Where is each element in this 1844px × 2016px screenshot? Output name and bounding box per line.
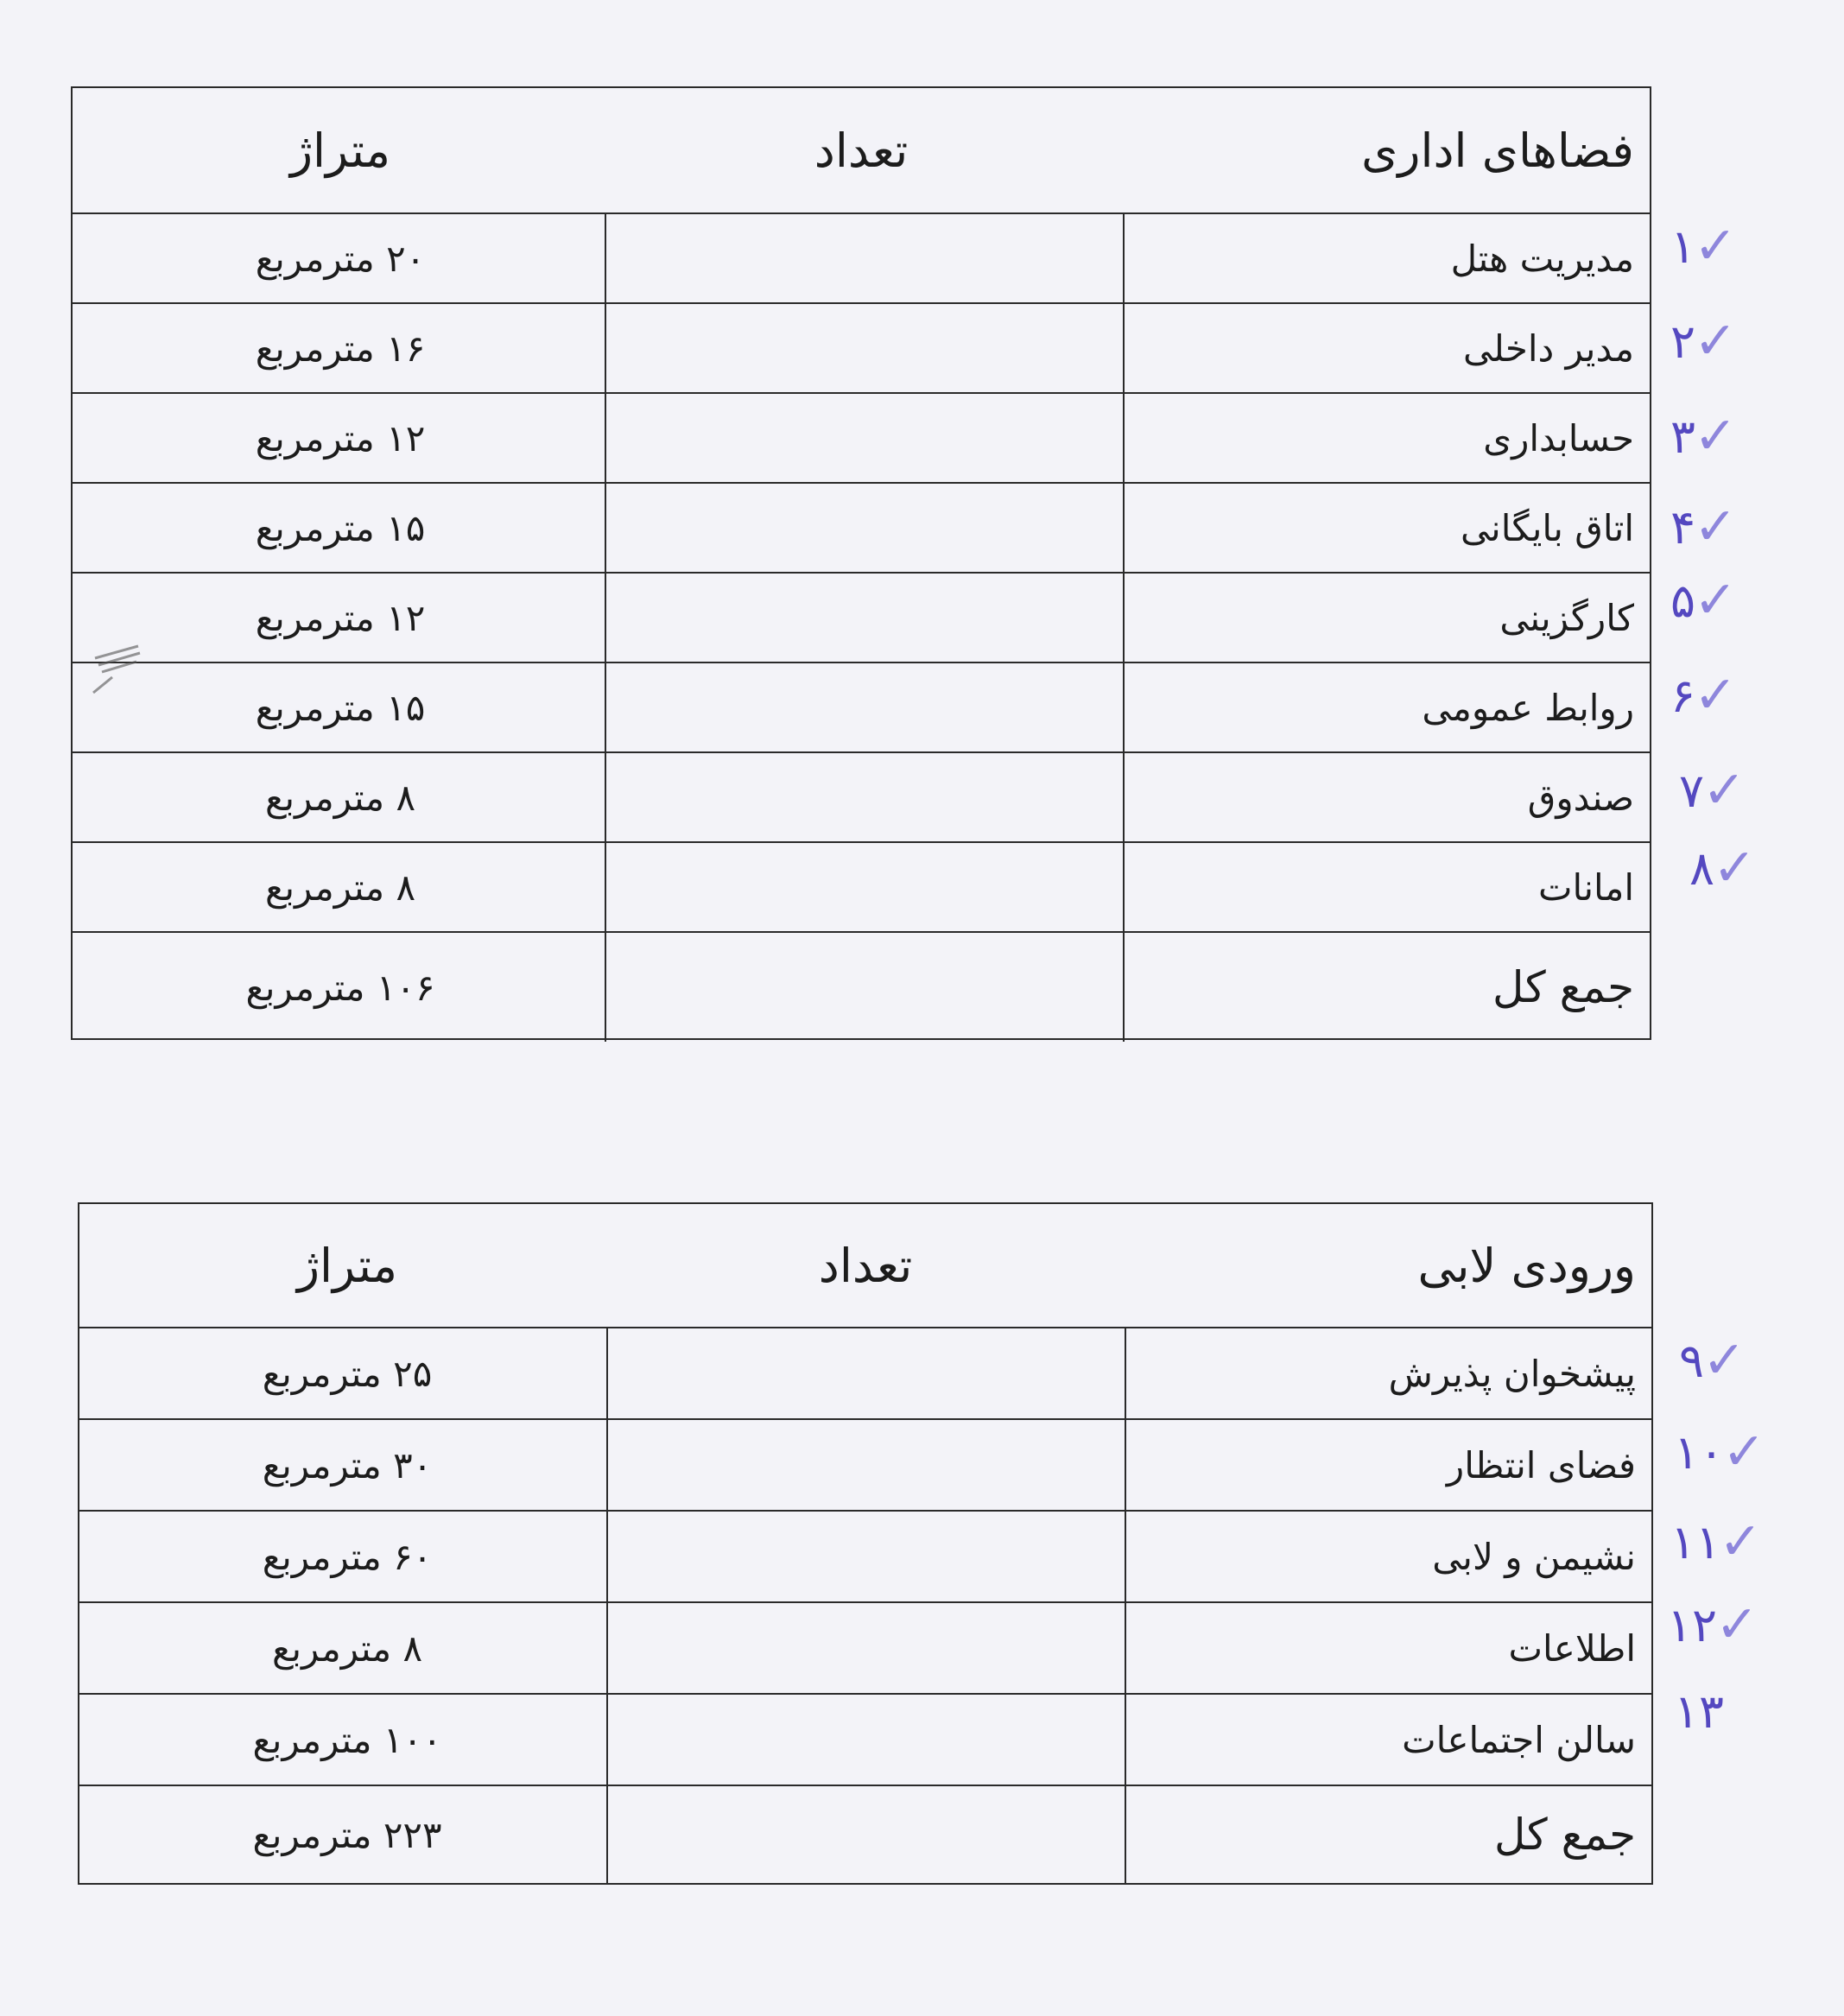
- space-name-cell: مدیر داخلی: [1462, 326, 1634, 370]
- count-cell: [605, 933, 1125, 1042]
- row-number-handwritten: ۷: [1679, 763, 1705, 818]
- table-row: [79, 1512, 1651, 1603]
- area-cell: ۱۶ مترمربع: [255, 326, 426, 370]
- check-mark-icon: ✓: [1694, 665, 1738, 726]
- row-number-handwritten: ۹: [1679, 1333, 1705, 1388]
- count-cell: [605, 214, 1125, 302]
- count-cell: [605, 843, 1125, 931]
- count-cell: [605, 663, 1125, 751]
- area-cell: ۸ مترمربع: [265, 865, 415, 909]
- check-mark-icon: ✓: [1722, 1422, 1766, 1482]
- count-cell: [605, 753, 1125, 841]
- area-cell: ۱۰۰ مترمربع: [252, 1718, 442, 1761]
- row-number-handwritten: ۱۲: [1667, 1597, 1718, 1652]
- table-row: [79, 1420, 1651, 1512]
- space-name-cell: مدیریت هتل: [1450, 237, 1634, 280]
- row-number-handwritten: ۱۳: [1674, 1684, 1725, 1739]
- check-mark-icon: ✓: [1719, 1512, 1763, 1572]
- check-mark-icon: ✓: [1694, 497, 1738, 557]
- check-mark-icon: ✓: [1715, 1594, 1759, 1655]
- margin-mark: [1670, 406, 1737, 466]
- check-mark-icon: ✓: [1694, 570, 1738, 631]
- count-cell: [606, 1420, 1126, 1510]
- row-number-handwritten: ۱۱: [1670, 1514, 1721, 1569]
- table-row: [79, 1695, 1651, 1786]
- check-mark-icon: ✓: [1694, 216, 1738, 276]
- total-label-cell: جمع کل: [1492, 962, 1634, 1012]
- space-name-cell: حسابداری: [1483, 416, 1634, 460]
- space-name-cell: فضای انتظار: [1446, 1443, 1636, 1487]
- count-cell: [606, 1695, 1126, 1785]
- row-number-handwritten: ۵: [1670, 573, 1696, 628]
- margin-mark: [1670, 1512, 1762, 1572]
- margin-mark: [1670, 216, 1737, 276]
- total-row: [79, 1786, 1651, 1883]
- space-name-cell: کارگزینی: [1499, 596, 1634, 639]
- margin-mark: [1670, 665, 1737, 726]
- office-table-header: [73, 88, 1650, 214]
- table-row: [73, 304, 1650, 394]
- table-row: [79, 1328, 1651, 1420]
- count-cell: [606, 1786, 1126, 1883]
- margin-mark: [1670, 497, 1737, 557]
- office-header-area: متراژ: [289, 123, 391, 178]
- table-row: [79, 1603, 1651, 1695]
- space-name-cell: نشیمن و لابی: [1432, 1535, 1636, 1578]
- count-cell: [606, 1512, 1126, 1601]
- count-cell: [606, 1328, 1126, 1418]
- area-cell: ۲۵ مترمربع: [262, 1352, 433, 1395]
- count-cell: [605, 574, 1125, 662]
- check-mark-icon: ✓: [1702, 1330, 1746, 1391]
- table-row: [73, 394, 1650, 484]
- total-area-cell: ۱۰۶ مترمربع: [245, 966, 435, 1009]
- space-name-cell: امانات: [1538, 865, 1634, 909]
- count-cell: [605, 304, 1125, 392]
- margin-mark: [1667, 1594, 1758, 1655]
- count-cell: [605, 394, 1125, 482]
- lobby-header-area: متراژ: [296, 1238, 398, 1293]
- row-number-handwritten: ۶: [1670, 668, 1696, 723]
- lobby-header-count: تعداد: [818, 1238, 913, 1293]
- area-cell: ۱۵ مترمربع: [255, 506, 426, 549]
- space-name-cell: روابط عمومی: [1422, 686, 1634, 729]
- area-cell: ۲۰ مترمربع: [255, 237, 426, 280]
- check-mark-icon: ✓: [1702, 760, 1746, 821]
- area-cell: ۱۵ مترمربع: [255, 686, 426, 729]
- margin-mark: [1670, 570, 1737, 631]
- table-row: [73, 843, 1650, 933]
- area-cell: ۶۰ مترمربع: [262, 1535, 433, 1578]
- row-number-handwritten: ۱۰: [1674, 1424, 1725, 1480]
- lobby-table-header: [79, 1204, 1651, 1328]
- check-mark-icon: ✓: [1694, 311, 1738, 371]
- row-number-handwritten: ۱: [1670, 219, 1696, 274]
- area-cell: ۸ مترمربع: [272, 1626, 422, 1670]
- lobby-header-name: ورودی لابی: [1417, 1238, 1636, 1293]
- office-spaces-table: [71, 86, 1651, 1040]
- check-mark-icon: ✓: [1713, 838, 1757, 898]
- row-number-handwritten: ۳: [1670, 409, 1696, 464]
- table-row: [73, 574, 1650, 663]
- space-name-cell: اطلاعات: [1508, 1626, 1636, 1670]
- table-row: [73, 214, 1650, 304]
- office-header-name: فضاهای اداری: [1361, 123, 1634, 178]
- margin-mark: [1679, 760, 1746, 821]
- area-cell: ۱۲ مترمربع: [255, 416, 426, 460]
- scribble-mark: [86, 639, 149, 700]
- margin-mark: [1674, 1684, 1725, 1739]
- area-cell: ۳۰ مترمربع: [262, 1443, 433, 1487]
- area-cell: ۱۲ مترمربع: [255, 596, 426, 639]
- margin-mark: [1679, 1330, 1746, 1391]
- row-number-handwritten: ۸: [1689, 840, 1715, 896]
- table-row: [73, 663, 1650, 753]
- space-name-cell: صندوق: [1527, 776, 1634, 819]
- space-name-cell: سالن اجتماعات: [1402, 1718, 1636, 1761]
- total-label-cell: جمع کل: [1494, 1810, 1636, 1860]
- space-name-cell: پیشخوان پذیرش: [1388, 1352, 1636, 1395]
- space-name-cell: اتاق بایگانی: [1461, 506, 1634, 549]
- check-mark-icon: ✓: [1694, 406, 1738, 466]
- margin-mark: [1670, 311, 1737, 371]
- margin-mark: [1674, 1422, 1765, 1482]
- total-row: [73, 933, 1650, 1042]
- total-area-cell: ۲۲۳ مترمربع: [252, 1813, 442, 1856]
- row-number-handwritten: ۲: [1670, 314, 1696, 369]
- office-header-count: تعداد: [814, 123, 909, 178]
- table-row: [73, 484, 1650, 574]
- count-cell: [605, 484, 1125, 572]
- margin-mark: [1689, 838, 1756, 898]
- count-cell: [606, 1603, 1126, 1693]
- area-cell: ۸ مترمربع: [265, 776, 415, 819]
- row-number-handwritten: ۴: [1670, 499, 1696, 555]
- table-row: [73, 753, 1650, 843]
- lobby-entrance-table: [78, 1202, 1653, 1885]
